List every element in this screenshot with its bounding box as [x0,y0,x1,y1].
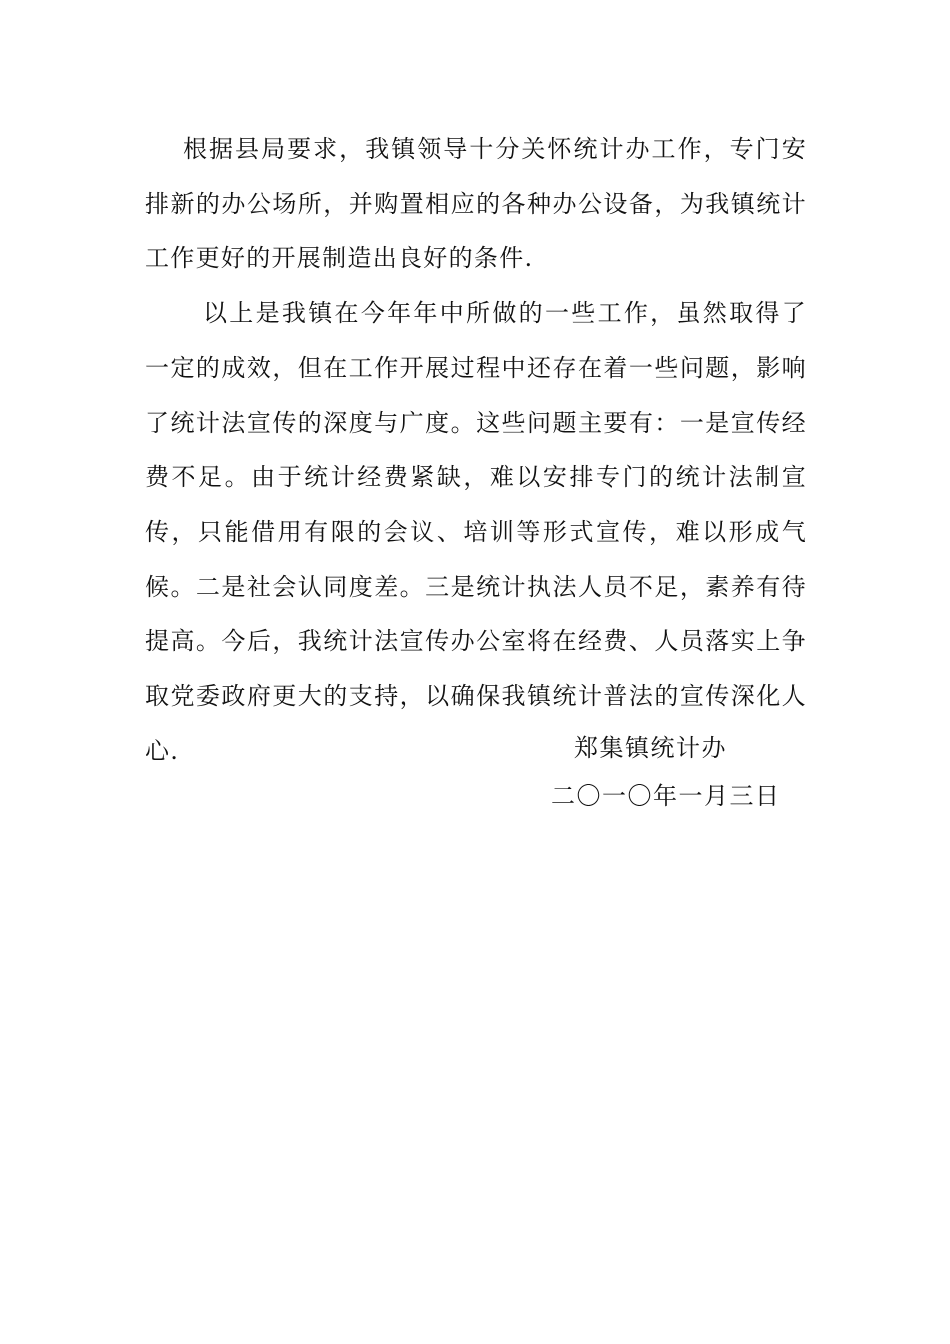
paragraph-office-setup: 根据县局要求，我镇领导十分关怀统计办工作，专门安排新的办公场所，并购置相应的各种办公设备，为我镇统计工作更好的开展制造出良好的条件. [145,135,807,273]
signature-date: 二〇一〇年一月三日 [551,782,781,810]
signature-organization: 郑集镇统计办 [574,734,727,762]
paragraph-work-summary: 以上是我镇在今年年中所做的一些工作，虽然取得了一定的成效，但在工作开展过程中还存在着一些问题，影响了统计法宣传的深度与广度。这些问题主要有：一是宣传经费不足。由于统计经费紧缺，难以安排专门的统计法制宣传，只能借用有限的会议、培训等形式宣传，难以形成气候。二是社会认同度差。三是统计执法人员不足，素养有待提高。今后，我统计法宣传办公室将在经费、人员落实上争取党委政府更大的支持，以确保我镇统计普法的宣传深化人心. [145,299,807,765]
document-body [145,122,807,778]
